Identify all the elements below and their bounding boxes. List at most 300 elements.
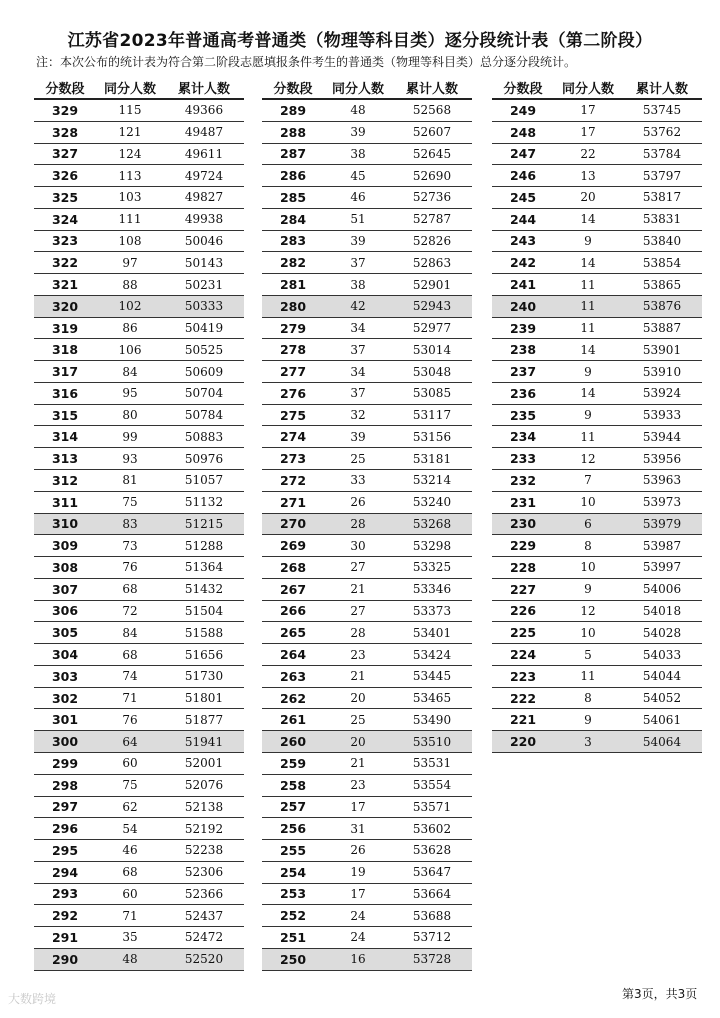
same-count-cell: 22	[554, 143, 622, 165]
score-cell: 268	[262, 557, 324, 579]
score-cell: 317	[34, 361, 96, 383]
cumulative-cell: 52472	[164, 927, 244, 949]
score-cell: 281	[262, 274, 324, 296]
score-cell: 291	[34, 927, 96, 949]
table-row	[262, 752, 472, 774]
same-count-cell: 33	[324, 470, 392, 492]
score-cell: 306	[34, 600, 96, 622]
score-cell: 297	[34, 796, 96, 818]
same-count-cell: 68	[96, 578, 164, 600]
cumulative-cell: 50784	[164, 404, 244, 426]
cumulative-cell: 52520	[164, 948, 244, 970]
cumulative-cell: 51588	[164, 622, 244, 644]
score-table-column-3	[492, 77, 702, 753]
cumulative-cell: 52645	[392, 143, 472, 165]
cumulative-cell: 49724	[164, 165, 244, 187]
score-cell: 221	[492, 709, 554, 731]
table-row	[262, 165, 472, 187]
cumulative-cell: 53048	[392, 361, 472, 383]
cumulative-cell: 53728	[392, 948, 472, 970]
cumulative-cell: 53085	[392, 382, 472, 404]
table-row	[492, 339, 702, 361]
table-note: 注：本次公布的统计表为符合第二阶段志愿填报条件考生的普通类（物理等科目类）总分逐分段统计。	[36, 55, 577, 69]
cumulative-cell: 53373	[392, 600, 472, 622]
cumulative-cell: 53424	[392, 644, 472, 666]
table-row	[262, 709, 472, 731]
score-cell: 273	[262, 448, 324, 470]
same-count-cell: 84	[96, 622, 164, 644]
cumulative-cell: 53014	[392, 339, 472, 361]
score-cell: 270	[262, 513, 324, 535]
table-row	[262, 883, 472, 905]
same-count-cell: 75	[96, 774, 164, 796]
table-row	[34, 274, 244, 296]
table-row	[262, 644, 472, 666]
table-row	[492, 557, 702, 579]
same-count-cell: 74	[96, 665, 164, 687]
score-cell: 328	[34, 121, 96, 143]
cumulative-cell: 53465	[392, 687, 472, 709]
same-count-cell: 121	[96, 121, 164, 143]
table-row	[34, 143, 244, 165]
cumulative-cell: 53831	[622, 208, 702, 230]
cumulative-cell: 51215	[164, 513, 244, 535]
table-row	[492, 99, 702, 121]
same-count-cell: 27	[324, 600, 392, 622]
score-cell: 238	[492, 339, 554, 361]
score-cell: 246	[492, 165, 554, 187]
score-cell: 298	[34, 774, 96, 796]
score-table-column-2	[262, 77, 472, 971]
score-cell: 222	[492, 687, 554, 709]
score-cell: 290	[34, 948, 96, 970]
table-row	[492, 644, 702, 666]
table-row	[34, 252, 244, 274]
same-count-cell: 95	[96, 382, 164, 404]
table-row	[492, 361, 702, 383]
cumulative-cell: 53876	[622, 295, 702, 317]
cumulative-cell: 52901	[392, 274, 472, 296]
table-row	[34, 339, 244, 361]
table-row	[262, 426, 472, 448]
score-cell: 266	[262, 600, 324, 622]
cumulative-cell: 51057	[164, 470, 244, 492]
score-cell: 229	[492, 535, 554, 557]
cumulative-cell: 50333	[164, 295, 244, 317]
cumulative-cell: 53910	[622, 361, 702, 383]
score-cell: 271	[262, 491, 324, 513]
same-count-cell: 111	[96, 208, 164, 230]
table-row	[34, 165, 244, 187]
cumulative-cell: 52787	[392, 208, 472, 230]
table-row	[262, 905, 472, 927]
score-cell: 299	[34, 752, 96, 774]
score-cell: 241	[492, 274, 554, 296]
cumulative-cell: 51941	[164, 731, 244, 753]
score-cell: 285	[262, 187, 324, 209]
score-cell: 276	[262, 382, 324, 404]
table-row	[34, 491, 244, 513]
score-cell: 236	[492, 382, 554, 404]
same-count-cell: 20	[554, 187, 622, 209]
same-count-cell: 103	[96, 187, 164, 209]
cumulative-cell: 54044	[622, 665, 702, 687]
table-row	[492, 731, 702, 753]
same-count-cell: 21	[324, 578, 392, 600]
score-cell: 251	[262, 927, 324, 949]
table-row	[34, 948, 244, 970]
table-row	[34, 121, 244, 143]
score-cell: 315	[34, 404, 96, 426]
score-cell: 288	[262, 121, 324, 143]
table-row	[492, 230, 702, 252]
table-row	[492, 121, 702, 143]
cumulative-cell: 53944	[622, 426, 702, 448]
page-number: 第3页，共3页	[622, 987, 698, 1001]
score-cell: 233	[492, 448, 554, 470]
same-count-cell: 16	[324, 948, 392, 970]
score-cell: 243	[492, 230, 554, 252]
same-count-cell: 26	[324, 491, 392, 513]
same-count-cell: 14	[554, 339, 622, 361]
same-count-cell: 28	[324, 622, 392, 644]
cumulative-cell: 50046	[164, 230, 244, 252]
score-cell: 292	[34, 905, 96, 927]
same-count-cell: 72	[96, 600, 164, 622]
cumulative-cell: 53117	[392, 404, 472, 426]
same-count-cell: 64	[96, 731, 164, 753]
cumulative-cell: 52306	[164, 861, 244, 883]
header-same-count: 同分人数	[554, 77, 622, 99]
table-row	[492, 274, 702, 296]
cumulative-cell: 49938	[164, 208, 244, 230]
table-row	[34, 622, 244, 644]
same-count-cell: 7	[554, 470, 622, 492]
score-cell: 326	[34, 165, 96, 187]
cumulative-cell: 53887	[622, 317, 702, 339]
cumulative-cell: 54018	[622, 600, 702, 622]
table-row	[262, 143, 472, 165]
score-cell: 231	[492, 491, 554, 513]
same-count-cell: 102	[96, 295, 164, 317]
same-count-cell: 115	[96, 99, 164, 121]
same-count-cell: 9	[554, 404, 622, 426]
score-cell: 287	[262, 143, 324, 165]
cumulative-cell: 53602	[392, 818, 472, 840]
table-row	[492, 535, 702, 557]
table-row	[492, 426, 702, 448]
cumulative-cell: 53647	[392, 861, 472, 883]
cumulative-cell: 53445	[392, 665, 472, 687]
score-cell: 309	[34, 535, 96, 557]
cumulative-cell: 52943	[392, 295, 472, 317]
table-row	[34, 470, 244, 492]
cumulative-cell: 53973	[622, 491, 702, 513]
same-count-cell: 28	[324, 513, 392, 535]
score-cell: 237	[492, 361, 554, 383]
table-row	[492, 143, 702, 165]
score-table-column-1	[34, 77, 244, 971]
score-cell: 240	[492, 295, 554, 317]
same-count-cell: 35	[96, 927, 164, 949]
same-count-cell: 10	[554, 557, 622, 579]
same-count-cell: 23	[324, 644, 392, 666]
score-cell: 284	[262, 208, 324, 230]
cumulative-cell: 49611	[164, 143, 244, 165]
score-cell: 323	[34, 230, 96, 252]
cumulative-cell: 53571	[392, 796, 472, 818]
same-count-cell: 73	[96, 535, 164, 557]
table-row	[34, 99, 244, 121]
same-count-cell: 39	[324, 121, 392, 143]
same-count-cell: 80	[96, 404, 164, 426]
cumulative-cell: 53664	[392, 883, 472, 905]
table-row	[262, 208, 472, 230]
cumulative-cell: 52736	[392, 187, 472, 209]
cumulative-cell: 52607	[392, 121, 472, 143]
table-row	[492, 709, 702, 731]
same-count-cell: 38	[324, 274, 392, 296]
same-count-cell: 54	[96, 818, 164, 840]
cumulative-cell: 52076	[164, 774, 244, 796]
table-row	[262, 187, 472, 209]
cumulative-cell: 51877	[164, 709, 244, 731]
score-cell: 320	[34, 295, 96, 317]
table-row	[34, 426, 244, 448]
score-cell: 274	[262, 426, 324, 448]
same-count-cell: 13	[554, 165, 622, 187]
cumulative-cell: 53325	[392, 557, 472, 579]
cumulative-cell: 53214	[392, 470, 472, 492]
table-row	[34, 404, 244, 426]
table-row	[492, 404, 702, 426]
score-cell: 239	[492, 317, 554, 339]
table-row	[34, 687, 244, 709]
score-cell: 235	[492, 404, 554, 426]
same-count-cell: 76	[96, 557, 164, 579]
same-count-cell: 24	[324, 905, 392, 927]
score-cell: 250	[262, 948, 324, 970]
table-row	[262, 448, 472, 470]
score-cell: 267	[262, 578, 324, 600]
cumulative-cell: 53298	[392, 535, 472, 557]
cumulative-cell: 53901	[622, 339, 702, 361]
cumulative-cell: 53510	[392, 731, 472, 753]
cumulative-cell: 53490	[392, 709, 472, 731]
score-cell: 265	[262, 622, 324, 644]
score-cell: 304	[34, 644, 96, 666]
same-count-cell: 37	[324, 252, 392, 274]
same-count-cell: 9	[554, 230, 622, 252]
table-row	[34, 600, 244, 622]
cumulative-cell: 50883	[164, 426, 244, 448]
cumulative-cell: 49487	[164, 121, 244, 143]
score-cell: 296	[34, 818, 96, 840]
table-row	[34, 230, 244, 252]
table-row	[492, 382, 702, 404]
score-cell: 249	[492, 99, 554, 121]
cumulative-cell: 52238	[164, 840, 244, 862]
cumulative-cell: 50231	[164, 274, 244, 296]
cumulative-cell: 52977	[392, 317, 472, 339]
score-cell: 226	[492, 600, 554, 622]
table-row	[262, 840, 472, 862]
score-cell: 248	[492, 121, 554, 143]
score-cell: 321	[34, 274, 96, 296]
same-count-cell: 27	[324, 557, 392, 579]
score-cell: 244	[492, 208, 554, 230]
table-row	[262, 731, 472, 753]
table-row	[492, 622, 702, 644]
same-count-cell: 21	[324, 752, 392, 774]
score-cell: 272	[262, 470, 324, 492]
score-cell: 277	[262, 361, 324, 383]
table-row	[262, 687, 472, 709]
cumulative-cell: 51364	[164, 557, 244, 579]
same-count-cell: 8	[554, 687, 622, 709]
same-count-cell: 106	[96, 339, 164, 361]
same-count-cell: 48	[324, 99, 392, 121]
table-row	[34, 883, 244, 905]
header-score: 分数段	[492, 77, 554, 99]
table-row	[34, 557, 244, 579]
table-row	[34, 861, 244, 883]
cumulative-cell: 52138	[164, 796, 244, 818]
table-row	[492, 513, 702, 535]
cumulative-cell: 52366	[164, 883, 244, 905]
table-row	[492, 317, 702, 339]
score-cell: 258	[262, 774, 324, 796]
score-cell: 245	[492, 187, 554, 209]
score-cell: 225	[492, 622, 554, 644]
table-row	[262, 230, 472, 252]
cumulative-cell: 53156	[392, 426, 472, 448]
cumulative-cell: 53840	[622, 230, 702, 252]
cumulative-cell: 50976	[164, 448, 244, 470]
table-row	[34, 752, 244, 774]
score-cell: 234	[492, 426, 554, 448]
score-cell: 264	[262, 644, 324, 666]
table-row	[492, 687, 702, 709]
score-cell: 324	[34, 208, 96, 230]
table-row	[262, 382, 472, 404]
score-cell: 286	[262, 165, 324, 187]
same-count-cell: 108	[96, 230, 164, 252]
table-row	[34, 295, 244, 317]
cumulative-cell: 52001	[164, 752, 244, 774]
table-row	[34, 731, 244, 753]
same-count-cell: 97	[96, 252, 164, 274]
table-row	[34, 905, 244, 927]
cumulative-cell: 53531	[392, 752, 472, 774]
table-row	[262, 600, 472, 622]
same-count-cell: 14	[554, 252, 622, 274]
same-count-cell: 8	[554, 535, 622, 557]
score-cell: 319	[34, 317, 96, 339]
cumulative-cell: 53924	[622, 382, 702, 404]
same-count-cell: 20	[324, 731, 392, 753]
score-cell: 230	[492, 513, 554, 535]
cumulative-cell: 54064	[622, 731, 702, 753]
same-count-cell: 21	[324, 665, 392, 687]
same-count-cell: 32	[324, 404, 392, 426]
same-count-cell: 11	[554, 665, 622, 687]
table-row	[262, 774, 472, 796]
cumulative-cell: 50704	[164, 382, 244, 404]
table-row	[34, 361, 244, 383]
cumulative-cell: 53933	[622, 404, 702, 426]
score-cell: 312	[34, 470, 96, 492]
same-count-cell: 25	[324, 448, 392, 470]
same-count-cell: 24	[324, 927, 392, 949]
table-row	[34, 665, 244, 687]
same-count-cell: 6	[554, 513, 622, 535]
cumulative-cell: 50419	[164, 317, 244, 339]
score-cell: 242	[492, 252, 554, 274]
same-count-cell: 25	[324, 709, 392, 731]
same-count-cell: 76	[96, 709, 164, 731]
score-cell: 253	[262, 883, 324, 905]
same-count-cell: 23	[324, 774, 392, 796]
same-count-cell: 46	[324, 187, 392, 209]
cumulative-cell: 52690	[392, 165, 472, 187]
cumulative-cell: 51656	[164, 644, 244, 666]
table-row	[34, 840, 244, 862]
same-count-cell: 48	[96, 948, 164, 970]
same-count-cell: 31	[324, 818, 392, 840]
cumulative-cell: 52568	[392, 99, 472, 121]
table-row	[492, 600, 702, 622]
table-row	[262, 295, 472, 317]
score-cell: 224	[492, 644, 554, 666]
table-row	[34, 578, 244, 600]
score-cell: 223	[492, 665, 554, 687]
table-row	[492, 665, 702, 687]
header-score: 分数段	[262, 77, 324, 99]
cumulative-cell: 53240	[392, 491, 472, 513]
same-count-cell: 11	[554, 426, 622, 448]
same-count-cell: 9	[554, 361, 622, 383]
score-cell: 313	[34, 448, 96, 470]
cumulative-cell: 51432	[164, 578, 244, 600]
table-row	[492, 295, 702, 317]
table-row	[492, 578, 702, 600]
cumulative-cell: 53987	[622, 535, 702, 557]
score-cell: 256	[262, 818, 324, 840]
same-count-cell: 60	[96, 883, 164, 905]
same-count-cell: 11	[554, 274, 622, 296]
score-cell: 255	[262, 840, 324, 862]
table-row	[492, 208, 702, 230]
same-count-cell: 45	[324, 165, 392, 187]
cumulative-cell: 50525	[164, 339, 244, 361]
table-row	[34, 818, 244, 840]
score-cell: 275	[262, 404, 324, 426]
table-row	[262, 513, 472, 535]
score-cell: 252	[262, 905, 324, 927]
table-row	[34, 796, 244, 818]
same-count-cell: 34	[324, 361, 392, 383]
cumulative-cell: 53628	[392, 840, 472, 862]
table-row	[34, 927, 244, 949]
table-row	[34, 382, 244, 404]
same-count-cell: 71	[96, 905, 164, 927]
cumulative-cell: 53346	[392, 578, 472, 600]
table-row	[262, 317, 472, 339]
same-count-cell: 14	[554, 208, 622, 230]
score-cell: 232	[492, 470, 554, 492]
table-row	[262, 99, 472, 121]
